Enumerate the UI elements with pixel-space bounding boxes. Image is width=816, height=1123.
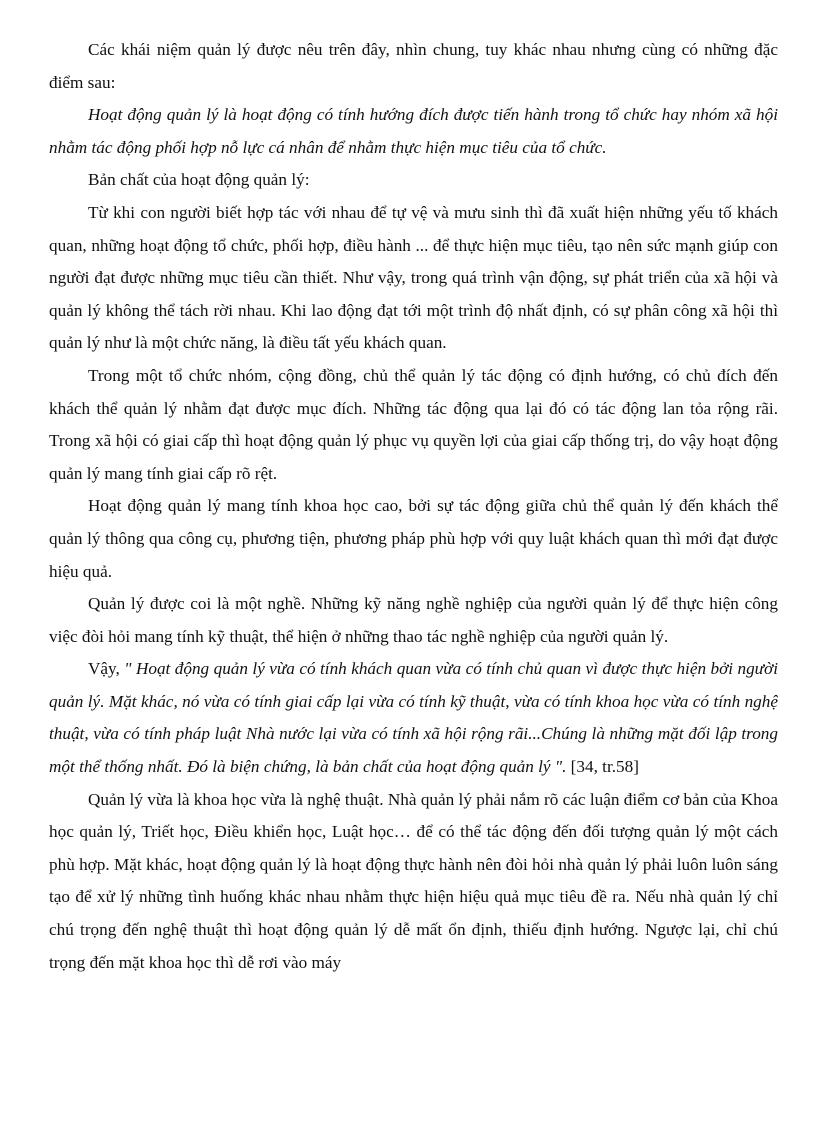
paragraph-profession: Quản lý được coi là một nghề. Những kỹ năng nghề nghiệp của người quản lý để thực hiện công việc đòi hỏi mang tính kỹ thuật, thể hiện ở những thao tác nghề nghiệp của người quản lý. — [49, 594, 778, 646]
paragraph-quote — [49, 653, 778, 783]
section-heading: Bản chất của hoạt động quản lý: — [88, 170, 310, 190]
quote-citation: [34, tr.58] — [566, 757, 639, 777]
paragraph-intro: Các khái niệm quản lý được nêu trên đây, nhìn chung, tuy khác nhau nhưng cùng có những đặc điểm sau: — [49, 40, 778, 92]
quote-lead: Vậy, — [88, 659, 125, 679]
paragraph-organization: Trong một tổ chức nhóm, cộng đồng, chủ thể quản lý tác động có định hướng, có chủ đích đến khách thể quản lý nhằm đạt được mục đích. Những tác động qua lại đó có tác động lan tỏa rộng rãi. Trong xã hội có giai cấp thì hoạt động quản lý phục vụ quyền lợi của giai cấp thống trị, do vậy hoạt động quản lý mang tính giai cấp rõ rệt. — [49, 365, 778, 483]
paragraph-science: Hoạt động quản lý mang tính khoa học cao, bởi sự tác động giữa chủ thể quản lý đến khách thể quản lý thông qua công cụ, phương tiện, phương pháp phù hợp với quy luật khách quan thì mới đạt được hiệu quả. — [49, 496, 778, 581]
paragraph-definition: Hoạt động quản lý là hoạt động có tính hướng đích được tiến hành trong tổ chức hay nhóm xã hội nhằm tác động phối hợp nỗ lực cá nhân để nhằm thực hiện mục tiêu của tổ chức. — [49, 105, 778, 157]
quote-text: " Hoạt động quản lý vừa có tính khách quan vừa có tính chủ quan vì được thực hiện bởi người quản lý. Mặt khác, nó vừa có tính giai cấp lại vừa có tính kỹ thuật, vừa có tính khoa học vừa có tính nghệ thuật, vừa có tính pháp luật Nhà nước lại vừa có tính xã hội rộng rãi...Chúng là những mặt đối lập trong một thể thống nhất. Đó là biện chứng, là bản chất của hoạt động quản lý ". — [49, 659, 778, 777]
paragraph-origin: Từ khi con người biết hợp tác với nhau để tự vệ và mưu sinh thì đã xuất hiện những yếu tố khách quan, những hoạt động tổ chức, phối hợp, điều hành ... để thực hiện mục tiêu, tạo nên sức mạnh giúp con người đạt được những mục tiêu cần thiết. Như vậy, trong quá trình vận động, sự phát triển của xã hội và quản lý không thể tách rời nhau. Khi lao động đạt tới một trình độ nhất định, có sự phân công xã hội thì quản lý như là một chức năng, là điều tất yếu khách quan. — [49, 202, 778, 353]
paragraph-art-science: Quản lý vừa là khoa học vừa là nghệ thuật. Nhà quản lý phải nắm rõ các luận điểm cơ bản của Khoa học quản lý, Triết học, Điều khiển học, Luật học… để có thể tác động đến đối tượng quản lý một cách phù hợp. Mặt khác, hoạt động quản lý là hoạt động thực hành nên đòi hỏi nhà quản lý phải luôn luôn sáng tạo để xử lý những tình huống khác nhau nhằm thực hiện hiệu quả mục tiêu đề ra. Nếu nhà quản lý chỉ chú trọng đến nghệ thuật thì hoạt động quản lý dễ mất ổn định, thiếu định hướng. Ngược lại, chỉ chú trọng đến mặt khoa học thì dễ rơi vào máy — [49, 789, 778, 972]
